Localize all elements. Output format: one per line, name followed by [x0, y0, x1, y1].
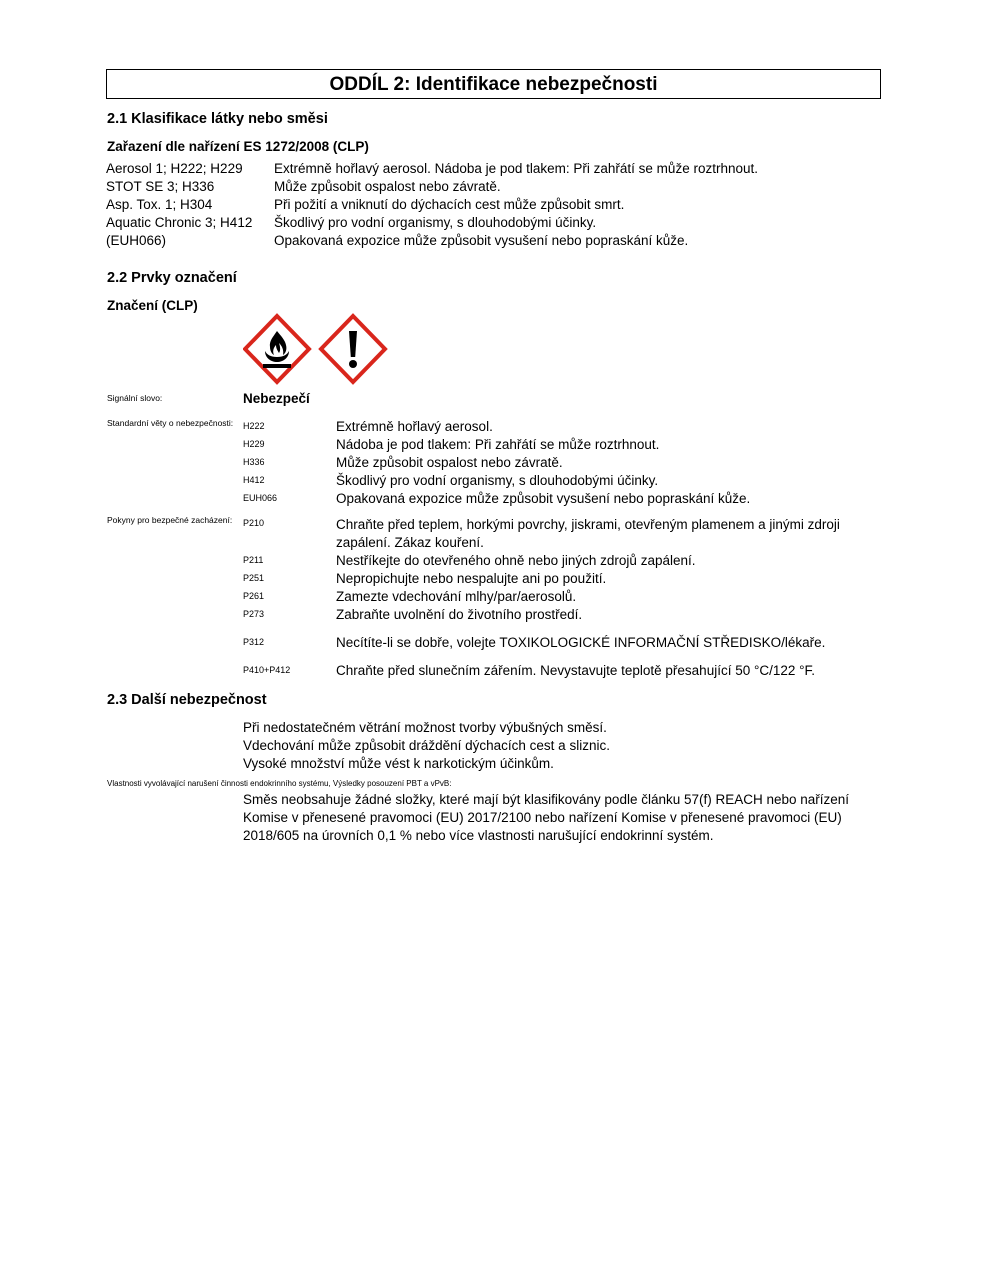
hazard-code: H336	[243, 457, 265, 467]
classification-text: Extrémně hořlavý aerosol. Nádoba je pod tlakem: Při zahřátí se může roztrhnout.	[274, 161, 758, 176]
precaution-text: Nepropichujte nebo nespalujte ani po použití.	[336, 571, 607, 586]
endocrine-text: Směs neobsahuje žádné složky, které mají být klasifikovány podle článku 57(f) REACH nebo nařízení Komise v přenesené pravomoci (EU) 2017/2100 nebo nařízení Komise v přenesené pravomoci (EU) 2018/605 na úrovních 0,1 % nebo více vlastnosti narušující endokrinní systém.	[243, 792, 850, 843]
precaution-text: Chraňte před slunečním zářením. Nevystavujte teplotě přesahující 50 °C/122 °F.	[336, 663, 816, 678]
heading-2-2: 2.2 Prvky označení	[107, 270, 237, 286]
ghs-pictograms	[243, 313, 388, 385]
classification-text: Může způsobit ospalost nebo závratě.	[274, 179, 501, 194]
signal-word-label: Signální slovo:	[107, 393, 163, 403]
precautionary-statements-label: Pokyny pro bezpečné zacházení:	[107, 515, 233, 525]
precaution-text: Zamezte vdechování mlhy/par/aerosolů.	[336, 589, 577, 604]
hazard-text: Opakovaná expozice může způsobit vysušení nebo popraskání kůže.	[336, 491, 751, 506]
other-hazard-line: Při nedostatečném větrání možnost tvorby výbušných směsí.	[243, 720, 607, 735]
signal-word: Nebezpečí	[243, 391, 310, 406]
other-hazard-line: Vdechování může způsobit dráždění dýchacích cest a sliznic.	[243, 738, 610, 753]
precaution-code: P211	[243, 555, 264, 565]
classification-code: Asp. Tox. 1; H304	[106, 197, 213, 212]
precaution-code: P273	[243, 609, 265, 619]
hazard-code: H222	[243, 421, 265, 431]
hazard-text: Škodlivý pro vodní organismy, s dlouhodobými účinky.	[336, 473, 659, 488]
subheading-clp-labelling: Značení (CLP)	[107, 298, 198, 313]
classification-code: (EUH066)	[106, 233, 167, 248]
heading-2-1: 2.1 Klasifikace látky nebo směsi	[107, 111, 328, 127]
precaution-text: Necítíte-li se dobře, volejte TOXIKOLOGICKÉ INFORMAČNÍ STŘEDISKO/lékaře.	[336, 635, 826, 650]
endocrine-label: Vlastnosti vyvolávající narušení činnosti endokrinního systému, Výsledky posouzení PBT a vPvB:	[107, 779, 452, 788]
precaution-code: P261	[243, 591, 265, 601]
classification-code: Aerosol 1; H222; H229	[106, 161, 243, 176]
other-hazard-line: Vysoké množství může vést k narkotickým účinkům.	[243, 756, 554, 771]
precaution-text: Nestříkejte do otevřeného ohně nebo jiných zdrojů zapálení.	[336, 553, 696, 568]
classification-text: Při požití a vniknutí do dýchacích cest může způsobit smrt.	[274, 197, 625, 212]
section-title: ODDÍL 2: Identifikace nebezpečnosti	[106, 69, 881, 99]
classification-code: Aquatic Chronic 3; H412	[106, 215, 253, 230]
classification-code: STOT SE 3; H336	[106, 179, 215, 194]
classification-text: Opakovaná expozice může způsobit vysušení nebo popraskání kůže.	[274, 233, 689, 248]
classification-text: Škodlivý pro vodní organismy, s dlouhodobými účinky.	[274, 215, 597, 230]
hazard-text: Může způsobit ospalost nebo závratě.	[336, 455, 563, 470]
heading-2-3: 2.3 Další nebezpečnost	[107, 692, 267, 708]
hazard-statements-label: Standardní věty o nebezpečnosti:	[107, 418, 234, 428]
precaution-code: P210	[243, 518, 265, 528]
ghs02-flame-icon	[243, 313, 388, 385]
precaution-code: P251	[243, 573, 265, 583]
hazard-code: H229	[243, 439, 265, 449]
precaution-text: Zabraňte uvolnění do životního prostředí.	[336, 607, 583, 622]
precaution-text: Chraňte před teplem, horkými povrchy, jiskrami, otevřeným plamenem a jinými zdroji zapálení. Zákaz kouření.	[336, 517, 840, 550]
precaution-code: P312	[243, 637, 265, 647]
hazard-text: Nádoba je pod tlakem: Při zahřátí se může roztrhnout.	[336, 437, 660, 452]
precaution-code: P410+P412	[243, 665, 291, 675]
hazard-code: H412	[243, 475, 265, 485]
hazard-text: Extrémně hořlavý aerosol.	[336, 419, 493, 434]
subheading-clp-classification: Zařazení dle nařízení ES 1272/2008 (CLP)	[107, 139, 369, 154]
hazard-code: EUH066	[243, 493, 278, 503]
